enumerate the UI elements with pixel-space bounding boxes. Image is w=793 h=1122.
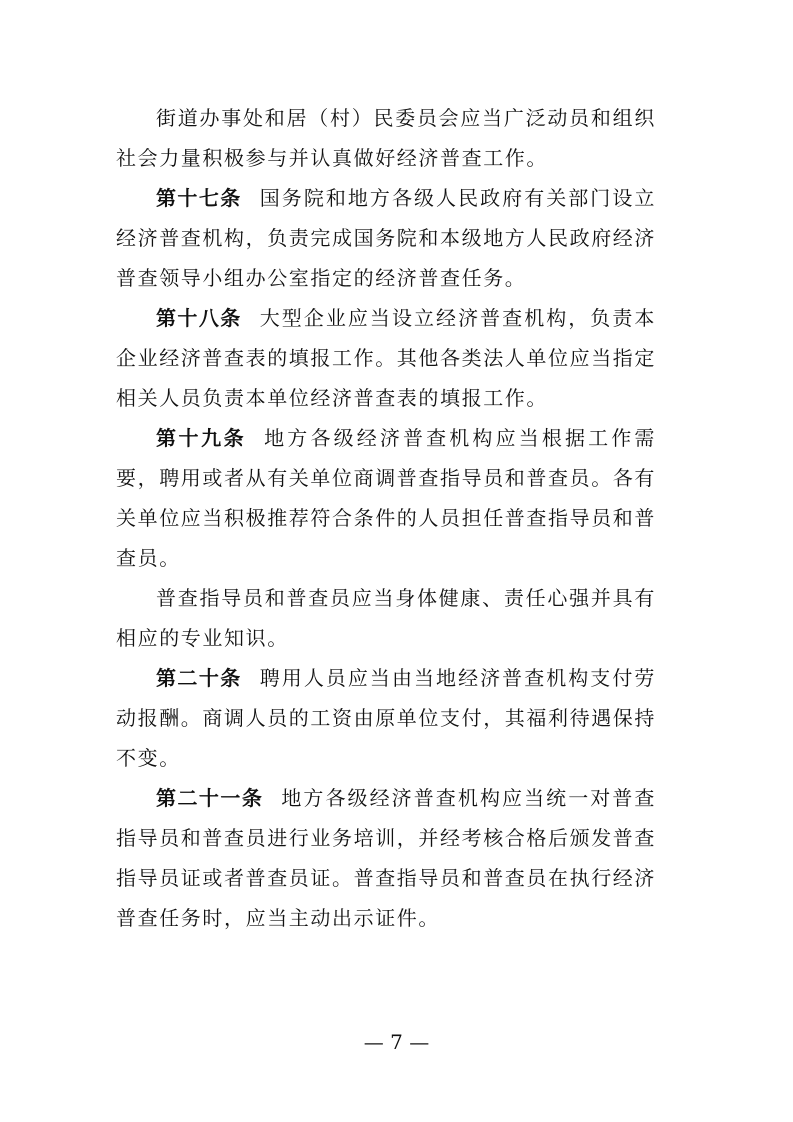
paragraph-article-17 bbox=[116, 178, 656, 298]
article-number: 第十七条 bbox=[156, 186, 242, 210]
paragraph-text: 国务院和地方各级人民政府有关部门设立经济普查机构，负责完成国务院和本级地方人民政府经济普查领导小组办公室指定的经济普查任务。 bbox=[116, 186, 656, 290]
paragraph-article-21 bbox=[116, 778, 656, 938]
paragraph-text: 地方各级经济普查机构应当根据工作需要，聘用或者从有关单位商调普查指导员和普查员。各有关单位应当积极推荐符合条件的人员担任普查指导员和普查员。 bbox=[116, 426, 657, 570]
paragraph-article-18 bbox=[116, 298, 656, 418]
paragraph-5 bbox=[116, 578, 656, 658]
paragraph-text: 普查指导员和普查员应当身体健康、责任心强并具有相应的专业知识。 bbox=[116, 586, 656, 650]
paragraph-text: 聘用人员应当由当地经济普查机构支付劳动报酬。商调人员的工资由原单位支付，其福利待遇保持不变。 bbox=[116, 666, 656, 770]
paragraph-1 bbox=[116, 98, 656, 178]
document-body bbox=[116, 98, 656, 938]
page-number: — 7 — bbox=[363, 1030, 430, 1054]
article-number: 第十九条 bbox=[156, 426, 247, 450]
paragraph-text: 地方各级经济普查机构应当统一对普查指导员和普查员进行业务培训，并经考核合格后颁发普查指导员证或者普查员证。普查指导员和普查员在执行经济普查任务时，应当主动出示证件。 bbox=[116, 786, 657, 930]
article-number: 第二十条 bbox=[156, 666, 242, 690]
paragraph-article-19 bbox=[116, 418, 656, 578]
paragraph-text: 街道办事处和居（村）民委员会应当广泛动员和组织社会力量积极参与并认真做好经济普查工作。 bbox=[116, 106, 656, 170]
article-number: 第十八条 bbox=[156, 306, 242, 330]
paragraph-article-20 bbox=[116, 658, 656, 778]
article-number: 第二十一条 bbox=[156, 786, 264, 810]
paragraph-text: 大型企业应当设立经济普查机构，负责本企业经济普查表的填报工作。其他各类法人单位应当指定相关人员负责本单位经济普查表的填报工作。 bbox=[116, 306, 656, 410]
